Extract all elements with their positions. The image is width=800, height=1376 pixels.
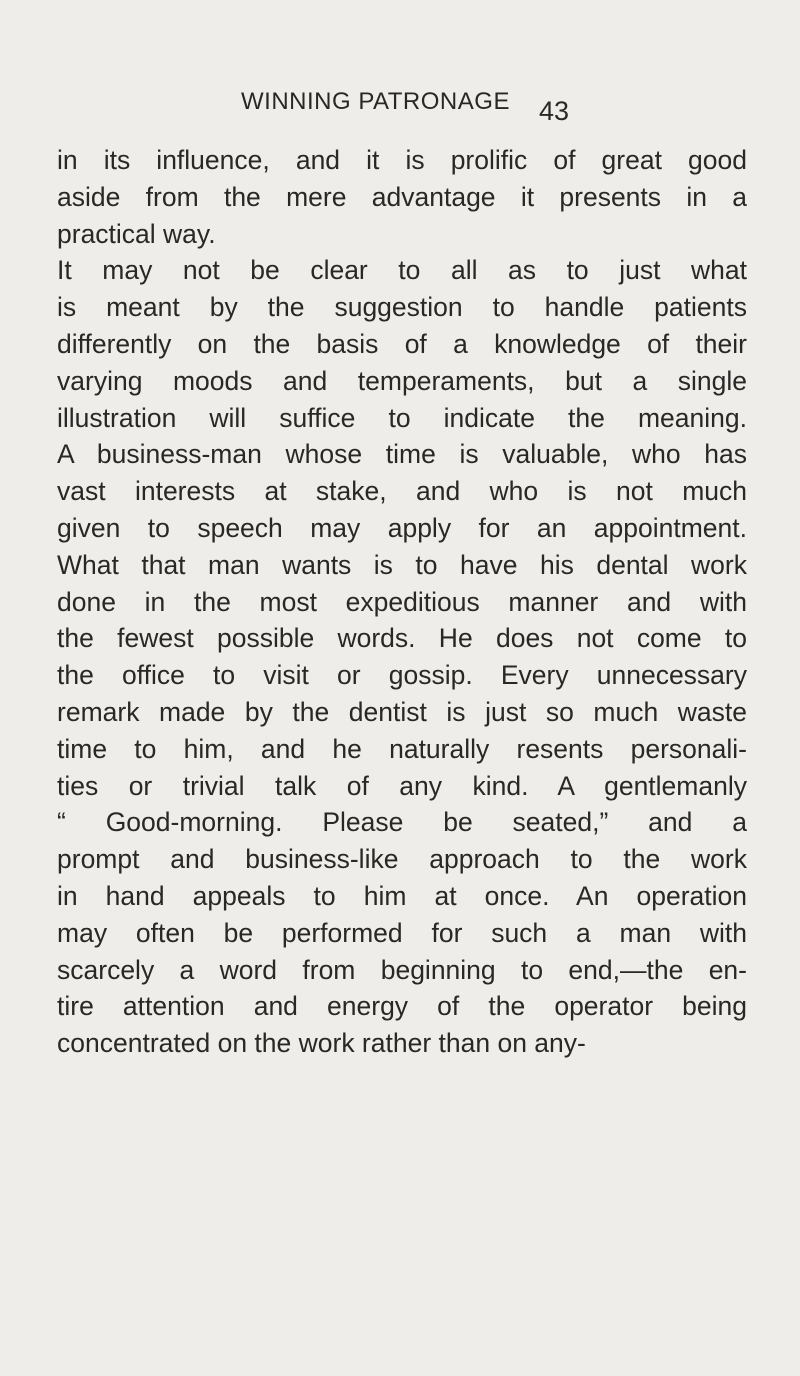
text-line: tire attention and energy of the operator being (57, 991, 747, 1022)
text-line: the fewest possible words. He does not come to (57, 623, 747, 654)
text-line: time to him, and he naturally resents personali- (57, 733, 747, 764)
text-line: differently on the basis of a knowledge of their (57, 328, 747, 359)
text-line: practical way. (57, 218, 216, 249)
text-line: illustration will suffice to indicate the meaning. (57, 402, 747, 433)
text-line: in its influence, and it is prolific of great good (57, 145, 747, 175)
text-line: the office to visit or gossip. Every unnecessary (57, 660, 747, 691)
text-line: may often be performed for such a man with (57, 917, 747, 948)
page-number: 43 (539, 96, 570, 126)
body-text (57, 142, 747, 1062)
running-title: WINNING PATRONAGE (241, 88, 510, 115)
text-line: varying moods and temperaments, but a single (57, 365, 747, 396)
text-line: scarcely a word from beginning to end,—the en- (57, 954, 747, 985)
text-line: is meant by the suggestion to handle patients (57, 292, 747, 323)
text-line: vast interests at stake, and who is not much (57, 476, 747, 507)
text-line: given to speech may apply for an appointment. (57, 512, 747, 543)
text-line: in hand appeals to him at once. An operation (57, 880, 747, 911)
text-line: What that man wants is to have his dental work (57, 549, 747, 580)
text-line: ties or trivial talk of any kind. A gentlemanly (57, 770, 747, 801)
text-line: concentrated on the work rather than on any- (57, 1028, 586, 1059)
text-line: “ Good-morning. Please be seated,” and a (57, 807, 747, 838)
running-head (0, 86, 800, 126)
text-line: prompt and business-like approach to the work (57, 844, 747, 875)
text-line: remark made by the dentist is just so much waste (57, 696, 747, 727)
text-line: done in the most expeditious manner and with (57, 586, 747, 617)
text-line: aside from the mere advantage it presents in a (57, 181, 747, 212)
text-line: It may not be clear to all as to just what (57, 255, 747, 286)
text-line: A business-man whose time is valuable, who has (57, 439, 747, 470)
